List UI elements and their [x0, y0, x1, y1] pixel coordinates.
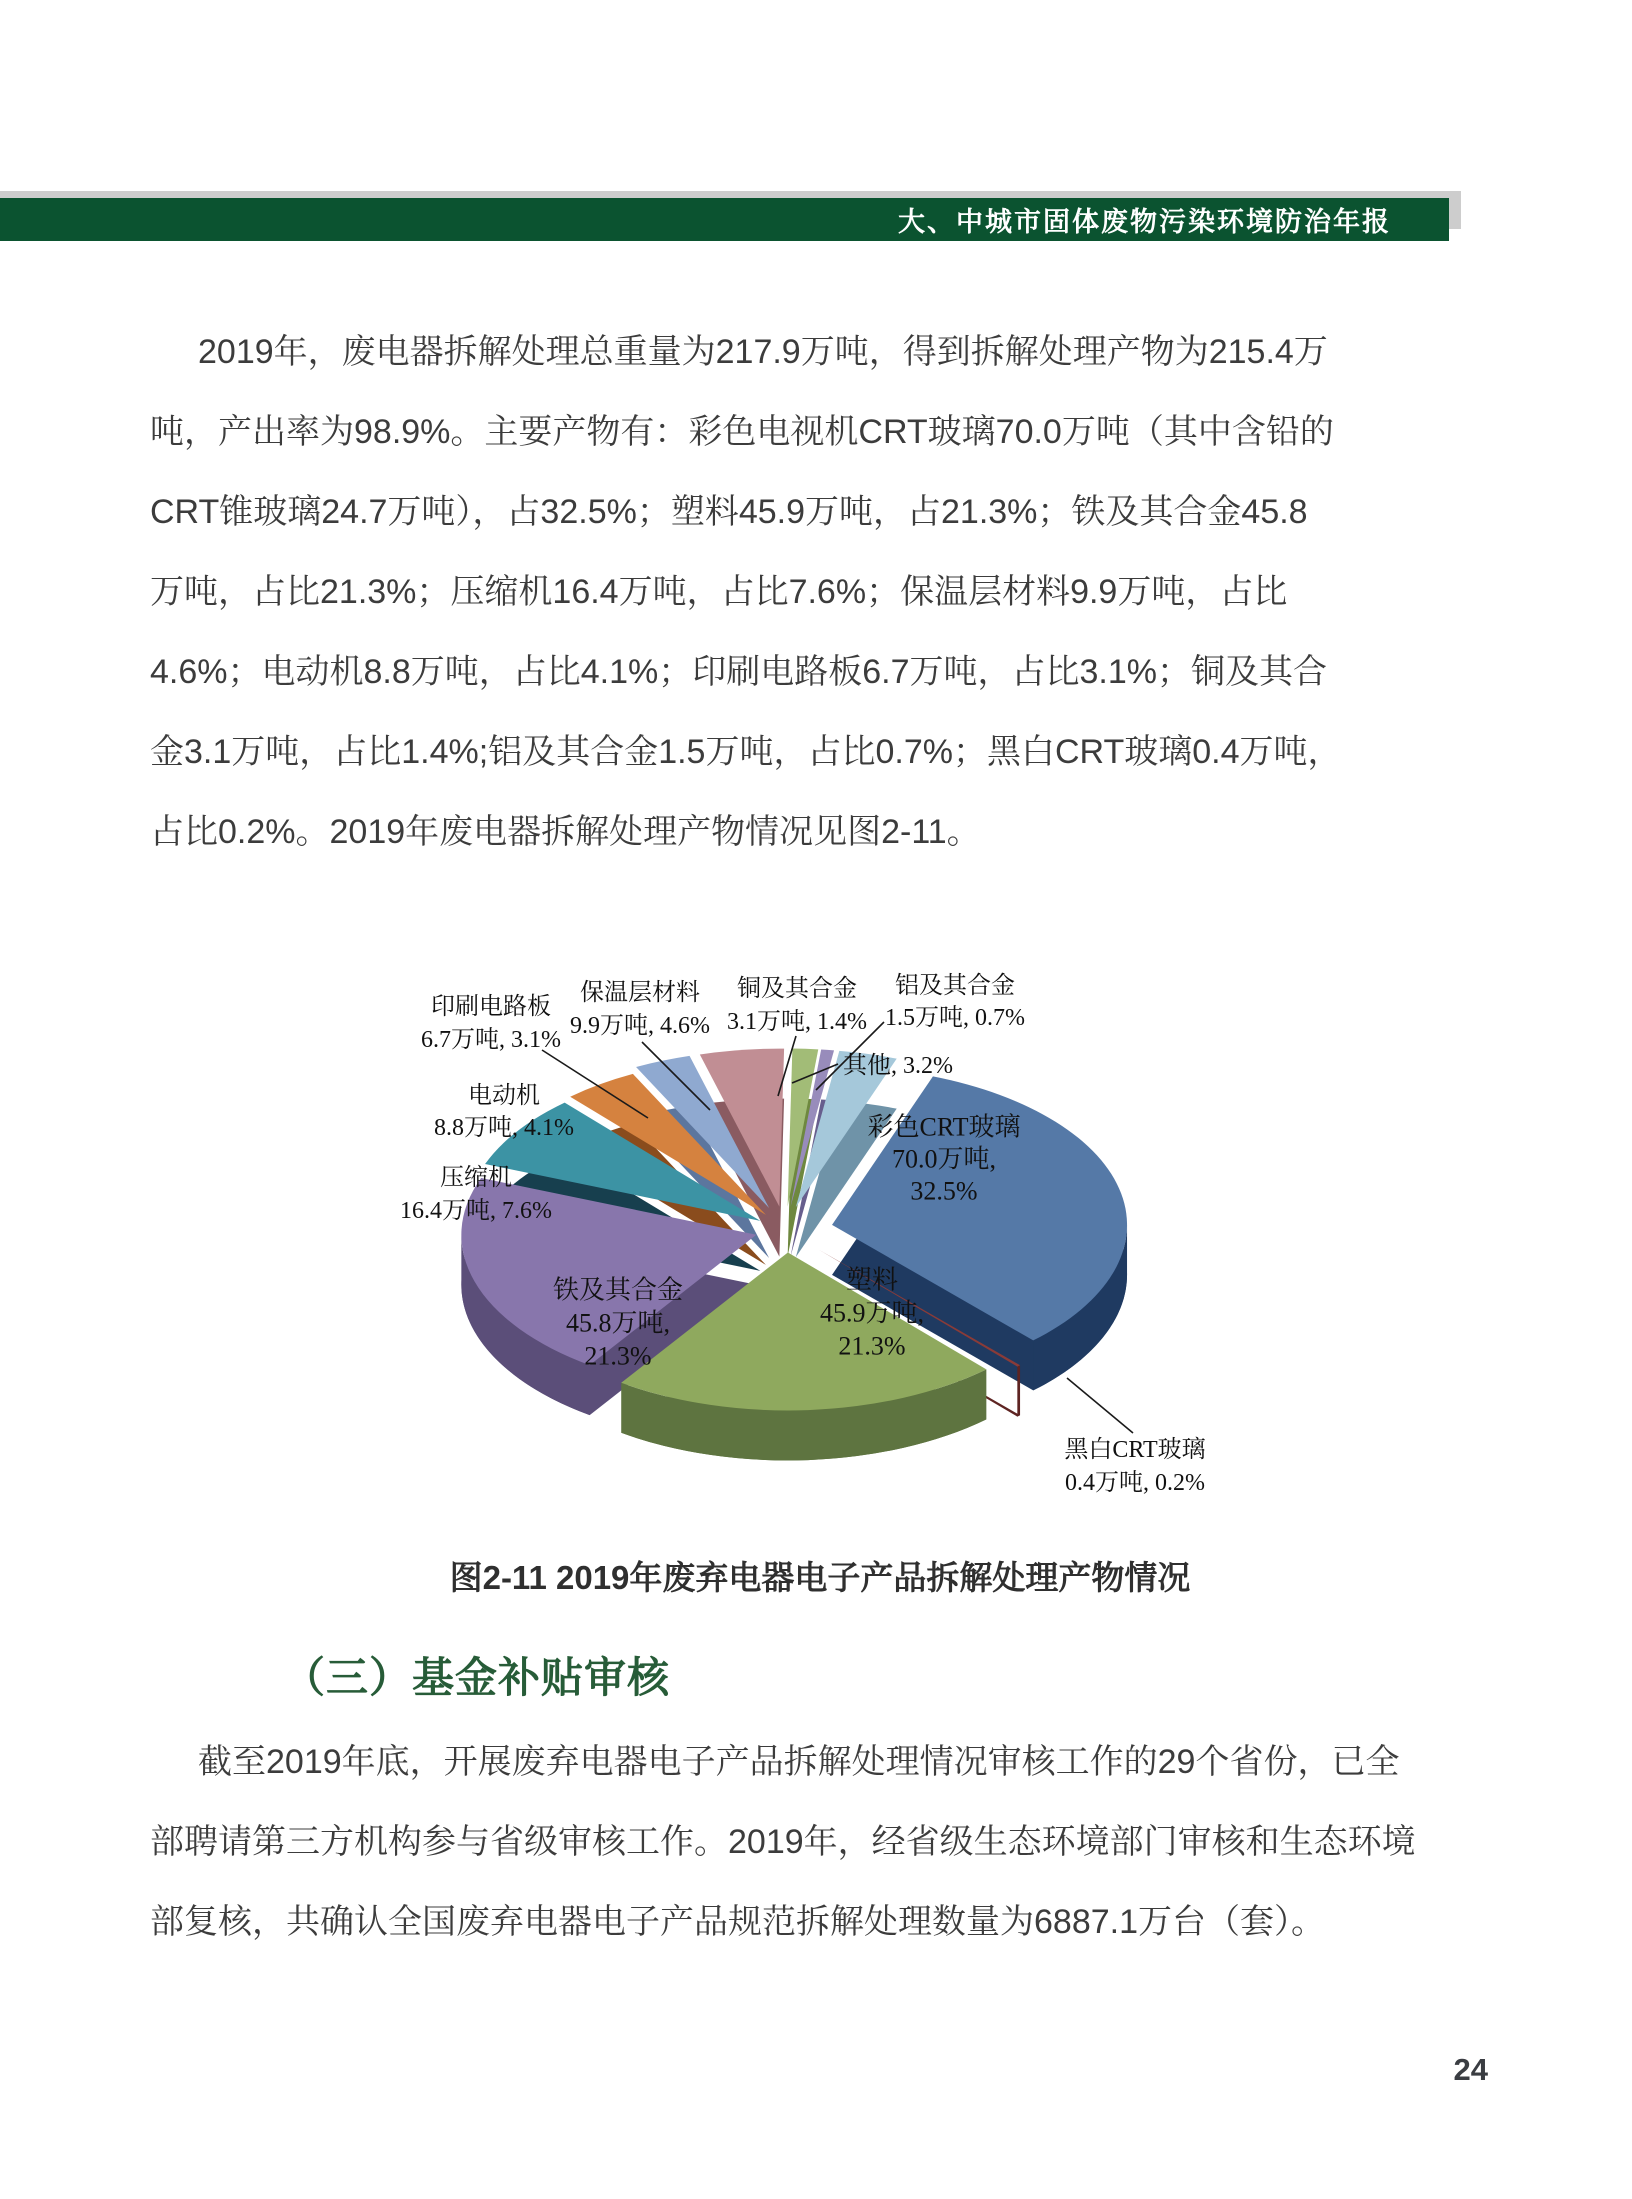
- paragraph-line: 2019年，废电器拆解处理总重量为217.9万吨，得到拆解处理产物为215.4万: [198, 333, 1328, 371]
- pie-label-plastic: 21.3%: [838, 1331, 906, 1361]
- paragraph-line: 4.6%；电动机8.8万吨，占比4.1%；印刷电路板6.7万吨，占比3.1%；铜及其合: [150, 653, 1328, 691]
- paragraph-line: 吨，产出率为98.9%。主要产物有：彩色电视机CRT玻璃70.0万吨（其中含铅的: [150, 413, 1334, 451]
- pie-label-color-crt-glass: 70.0万吨,: [891, 1144, 997, 1174]
- pie-label-plastic: 塑料: [845, 1265, 899, 1295]
- report-title: 大、中城市固体废物污染环境防治年报: [898, 207, 1391, 237]
- pie-label-motor: 电动机: [468, 1083, 540, 1109]
- paragraph-line: 部复核，共确认全国废弃电器电子产品规范拆解处理数量为6887.1万台（套）。: [150, 1903, 1325, 1941]
- pie-label-color-crt-glass: 彩色CRT玻璃: [867, 1112, 1021, 1142]
- pie-label-insulation: 保温层材料: [580, 980, 700, 1006]
- pie-label-iron-alloy: 铁及其合金: [552, 1275, 684, 1305]
- paragraph-line: 部聘请第三方机构参与省级审核工作。2019年，经省级生态环境部门审核和生态环境: [150, 1823, 1416, 1861]
- pie-label-compressor: 压缩机: [440, 1165, 512, 1191]
- header-bar: [0, 198, 1449, 241]
- pie-label-plastic: 45.9万吨,: [819, 1298, 925, 1328]
- pie-label-bw-crt-glass: 黑白CRT玻璃: [1064, 1437, 1206, 1463]
- section-heading-fund-subsidy-audit: （三）基金补贴审核: [283, 1654, 671, 1701]
- pie-label-pcb: 印刷电路板: [431, 994, 551, 1020]
- pie-slice-wall-bw-crt-glass: [1017, 1365, 1020, 1416]
- pie-label-bw-crt-glass: 0.4万吨, 0.2%: [1065, 1470, 1205, 1496]
- pie-label-iron-alloy: 45.8万吨,: [565, 1308, 671, 1338]
- pie-label-color-crt-glass: 32.5%: [910, 1176, 978, 1206]
- pie-label-insulation: 9.9万吨, 4.6%: [570, 1013, 710, 1039]
- pie-label-aluminum-alloy: 铝及其合金: [895, 973, 1015, 999]
- pie-label-motor: 8.8万吨, 4.1%: [434, 1115, 574, 1141]
- pie-label-other: 其他, 3.2%: [843, 1053, 953, 1079]
- paragraph-fund-audit: [150, 1722, 1490, 1962]
- paragraph-line: CRT锥玻璃24.7万吨），占32.5%；塑料45.9万吨，占21.3%；铁及其合金45.8: [150, 493, 1308, 531]
- pie-label-copper-alloy: 3.1万吨, 1.4%: [727, 1009, 867, 1035]
- pie-chart-dismantling-products: [280, 950, 1240, 1535]
- pie-label-compressor: 16.4万吨, 7.6%: [400, 1198, 552, 1224]
- paragraph-line: 金3.1万吨，占比1.4%;铝及其合金1.5万吨，占比0.7%；黑白CRT玻璃0.4万吨，: [150, 733, 1342, 771]
- page-number: 24: [1453, 2052, 1488, 2087]
- pie-label-pcb: 6.7万吨, 3.1%: [421, 1027, 561, 1053]
- pie-leader-bw-crt-glass: [1067, 1378, 1133, 1433]
- paragraph-dismantling-summary: [150, 312, 1490, 872]
- paragraph-line: 截至2019年底，开展废弃电器电子产品拆解处理情况审核工作的29个省份，已全: [198, 1743, 1400, 1781]
- paragraph-line: 占比0.2%。2019年废电器拆解处理产物情况见图2-11。: [150, 813, 981, 851]
- figure-caption: 图2-11 2019年废弃电器电子产品拆解处理产物情况: [449, 1559, 1191, 1596]
- paragraph-line: 万吨，占比21.3%；压缩机16.4万吨，占比7.6%；保温层材料9.9万吨，占比: [150, 573, 1288, 611]
- pie-label-copper-alloy: 铜及其合金: [737, 976, 857, 1002]
- pie-label-aluminum-alloy: 1.5万吨, 0.7%: [885, 1005, 1025, 1031]
- pie-label-iron-alloy: 21.3%: [584, 1341, 652, 1371]
